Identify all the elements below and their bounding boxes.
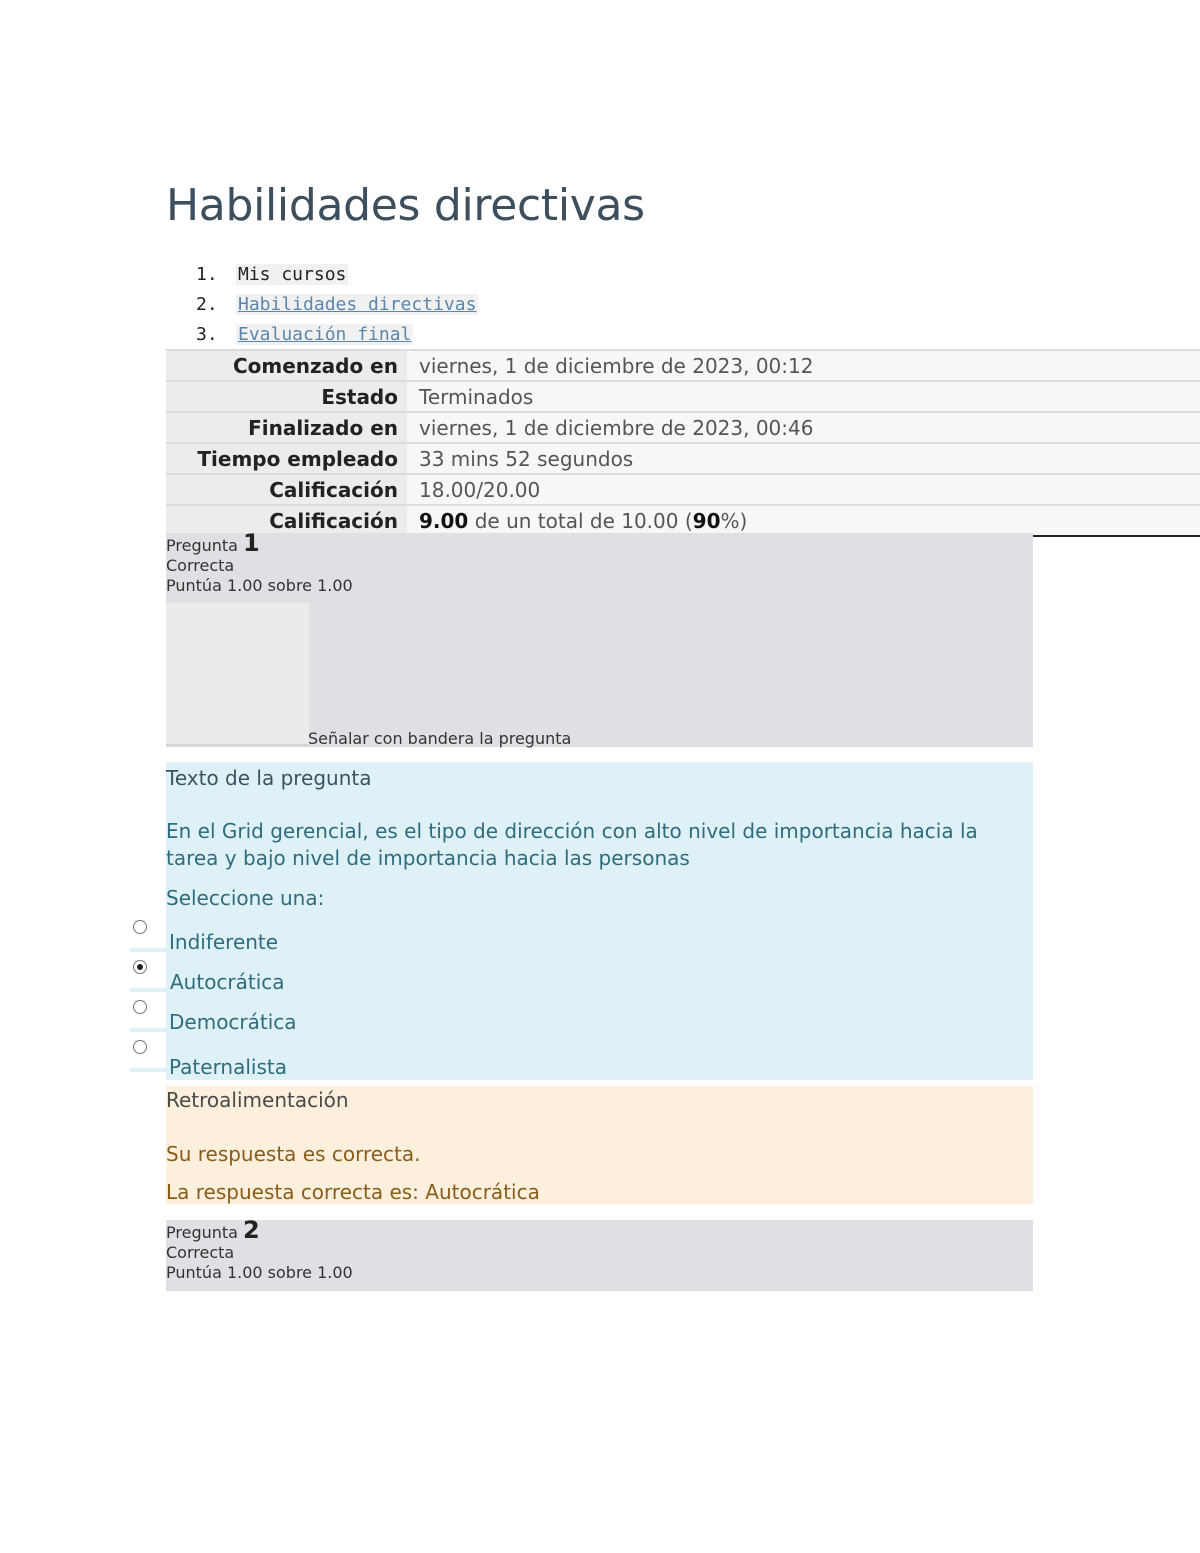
question-2-info: [166, 1216, 1033, 1291]
summary-key: Estado: [166, 381, 407, 412]
summary-key: Calificación: [166, 505, 407, 536]
breadcrumb-item-course: [196, 289, 478, 319]
radio-button-selected[interactable]: [133, 960, 147, 974]
summary-row-finished: [166, 412, 1200, 443]
summary-row-started: [166, 350, 1200, 381]
grade-total: de un total de 10.00 (: [468, 508, 693, 533]
attempt-summary-table: [166, 349, 1200, 537]
question-score: Puntúa 1.00 sobre 1.00: [166, 576, 353, 595]
summary-row-marks: [166, 474, 1200, 505]
summary-value: 33 mins 52 segundos: [407, 443, 1200, 474]
radio-button[interactable]: [133, 1040, 147, 1054]
radio-button[interactable]: [133, 1000, 147, 1014]
summary-row-time: [166, 443, 1200, 474]
breadcrumb-item-quiz: [196, 319, 478, 349]
breadcrumb-number: 2.: [196, 293, 218, 315]
feedback-result: Su respuesta es correcta.: [166, 1142, 421, 1166]
summary-row-state: [166, 381, 1200, 412]
summary-key: Tiempo empleado: [166, 443, 407, 474]
question-text: En el Grid gerencial, es el tipo de dirección con alto nivel de importancia hacia la tarea y bajo nivel de importancia hacia las personas: [166, 819, 978, 870]
summary-key: Comenzado en: [166, 350, 407, 381]
option-label[interactable]: Autocrática: [170, 970, 285, 994]
summary-row-grade: [166, 505, 1200, 536]
grade-end: %): [720, 508, 748, 533]
feedback-heading: Retroalimentación: [166, 1088, 349, 1112]
summary-value: viernes, 1 de diciembre de 2023, 00:46: [407, 412, 1200, 443]
question-number: [166, 529, 1033, 557]
breadcrumb-link-course[interactable]: Habilidades directivas: [238, 293, 477, 315]
breadcrumb-label: Mis cursos: [238, 263, 347, 285]
flag-column: [166, 603, 309, 747]
grade-value: 9.00: [419, 508, 469, 533]
summary-value: [407, 505, 1200, 536]
summary-key: Finalizado en: [166, 412, 407, 443]
breadcrumb-number: 1.: [196, 263, 218, 285]
summary-key: Calificación: [166, 474, 407, 505]
summary-value: Terminados: [407, 381, 1200, 412]
page-title: Habilidades directivas: [166, 180, 645, 231]
question-number-value: 2: [243, 1216, 260, 1244]
option-underline: [130, 1068, 170, 1072]
option-label[interactable]: Democrática: [169, 1010, 297, 1034]
question-1-feedback: [166, 1086, 1033, 1204]
breadcrumb-number: 3.: [196, 323, 218, 345]
option-label[interactable]: Indiferente: [169, 930, 279, 954]
select-prompt: Seleccione una:: [166, 886, 325, 910]
question-label: Pregunta: [166, 1223, 238, 1242]
question-status: Correcta: [166, 1243, 235, 1262]
flag-question-link[interactable]: Señalar con bandera la pregunta: [308, 729, 572, 748]
summary-value: viernes, 1 de diciembre de 2023, 00:12: [407, 350, 1200, 381]
feedback-right-answer: La respuesta correcta es: Autocrática: [166, 1180, 540, 1204]
radio-button[interactable]: [133, 920, 147, 934]
grade-percent: 90: [692, 508, 721, 533]
option-underline: [130, 948, 170, 952]
summary-value: 18.00/20.00: [407, 474, 1200, 505]
breadcrumb-item-mis-cursos: [196, 259, 478, 289]
question-status: Correcta: [166, 556, 235, 575]
question-number-value: 1: [243, 529, 260, 557]
question-text-heading: Texto de la pregunta: [166, 766, 372, 790]
question-number: [166, 1216, 1033, 1244]
option-underline: [130, 988, 170, 992]
option-label[interactable]: Paternalista: [169, 1055, 287, 1079]
question-score: Puntúa 1.00 sobre 1.00: [166, 1263, 353, 1282]
option-underline: [130, 1028, 170, 1032]
question-label: Pregunta: [166, 536, 238, 555]
question-1-info: [166, 529, 1033, 748]
breadcrumb: [196, 259, 478, 349]
breadcrumb-link-quiz[interactable]: Evaluación final: [238, 323, 412, 345]
